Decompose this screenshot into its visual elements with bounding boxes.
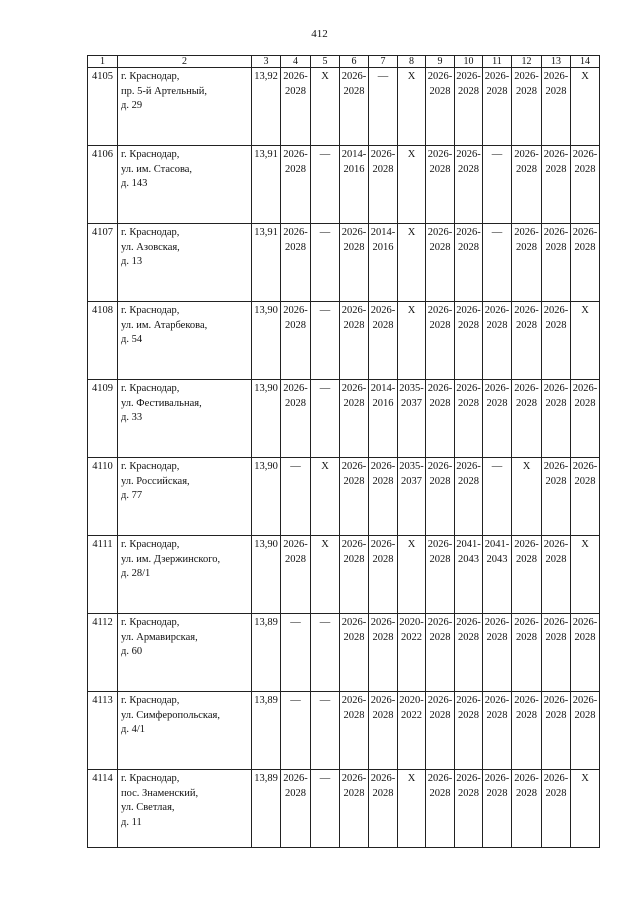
period-cell: 2026- 2028	[512, 692, 542, 770]
value-cell: 13,92	[252, 68, 281, 146]
period-cell: 2026- 2028	[369, 536, 398, 614]
address-line: ул. им. Дзержинского,	[121, 553, 221, 565]
period-cell: 2026- 2028	[281, 770, 311, 848]
table-row	[88, 614, 600, 692]
period-cell: 2026- 2028	[281, 536, 311, 614]
period-cell: 2026- 2028	[455, 692, 483, 770]
period-cell: 2026- 2028	[369, 692, 398, 770]
row-number-cell: 4105	[88, 68, 118, 146]
address-line: д. 29	[121, 100, 143, 111]
period-cell: —	[311, 770, 340, 848]
address-line: д. 143	[121, 178, 148, 189]
period-cell: X	[571, 302, 600, 380]
address-line: пос. Знаменский,	[121, 787, 199, 799]
period-cell: 2026- 2028	[340, 770, 369, 848]
address-line: пр. 5-й Артельный,	[121, 85, 207, 97]
period-cell: 2026- 2028	[426, 770, 455, 848]
period-cell: 2041- 2043	[455, 536, 483, 614]
period-cell: 2026- 2028	[455, 224, 483, 302]
address-line: г. Краснодар,	[121, 149, 180, 160]
period-cell: —	[311, 380, 340, 458]
period-cell: 2026- 2028	[483, 380, 512, 458]
period-cell: 2020- 2022	[398, 614, 426, 692]
period-cell: 2026- 2028	[281, 68, 311, 146]
period-cell: 2026- 2028	[455, 146, 483, 224]
period-cell: X	[398, 224, 426, 302]
period-cell: 2026- 2028	[426, 614, 455, 692]
period-cell: 2026- 2028	[426, 692, 455, 770]
page-number: 412	[311, 28, 328, 40]
address-line: г. Краснодар,	[121, 773, 180, 784]
column-number-cell: 2	[118, 56, 252, 68]
address-cell	[118, 536, 252, 614]
period-cell: 2026- 2028	[512, 770, 542, 848]
value-cell: 13,90	[252, 302, 281, 380]
period-cell: 2026- 2028	[542, 68, 571, 146]
period-cell: 2026- 2028	[340, 458, 369, 536]
period-cell: 2026- 2028	[571, 614, 600, 692]
period-cell: X	[311, 536, 340, 614]
address-cell	[118, 380, 252, 458]
period-cell: 2026- 2028	[369, 302, 398, 380]
table-row	[88, 302, 600, 380]
period-cell: 2026- 2028	[340, 68, 369, 146]
period-cell: 2014- 2016	[369, 224, 398, 302]
period-cell: 2026- 2028	[340, 692, 369, 770]
period-cell: 2026- 2028	[542, 692, 571, 770]
column-number-cell: 9	[426, 56, 455, 68]
period-cell: 2026- 2028	[340, 302, 369, 380]
address-line: г. Краснодар,	[121, 71, 180, 82]
period-cell: —	[311, 614, 340, 692]
address-cell	[118, 770, 252, 848]
period-cell: X	[512, 458, 542, 536]
table-row	[88, 770, 600, 848]
period-cell: —	[311, 302, 340, 380]
period-cell: 2026- 2028	[512, 380, 542, 458]
period-cell: 2026- 2028	[512, 146, 542, 224]
period-cell: —	[369, 68, 398, 146]
period-cell: —	[281, 614, 311, 692]
row-number-cell: 4111	[88, 536, 118, 614]
period-cell: 2026- 2028	[340, 224, 369, 302]
period-cell: 2026- 2028	[426, 302, 455, 380]
period-cell: —	[483, 224, 512, 302]
period-cell: —	[483, 146, 512, 224]
period-cell: 2026- 2028	[281, 302, 311, 380]
period-cell: 2041- 2043	[483, 536, 512, 614]
period-cell: 2026- 2028	[542, 614, 571, 692]
period-cell: 2026- 2028	[542, 458, 571, 536]
period-cell: —	[311, 224, 340, 302]
period-cell: 2026- 2028	[571, 146, 600, 224]
period-cell: X	[398, 536, 426, 614]
address-line: д. 54	[121, 334, 143, 345]
period-cell: X	[571, 68, 600, 146]
period-cell: 2026- 2028	[483, 614, 512, 692]
column-number-cell: 7	[369, 56, 398, 68]
period-cell: X	[398, 770, 426, 848]
value-cell: 13,90	[252, 458, 281, 536]
period-cell: —	[311, 692, 340, 770]
value-cell: 13,89	[252, 692, 281, 770]
value-cell: 13,90	[252, 536, 281, 614]
period-cell: 2026- 2028	[571, 224, 600, 302]
period-cell: 2026- 2028	[455, 380, 483, 458]
column-number-cell: 6	[340, 56, 369, 68]
column-number-cell: 10	[455, 56, 483, 68]
period-cell: 2026- 2028	[542, 302, 571, 380]
address-line: д. 11	[121, 816, 142, 828]
column-number-cell: 5	[311, 56, 340, 68]
address-line: ул. Азовская,	[121, 241, 180, 253]
period-cell: 2026- 2028	[483, 770, 512, 848]
period-cell: 2026- 2028	[571, 458, 600, 536]
address-line: ул. Симферопольская,	[121, 709, 220, 721]
row-number-cell: 4106	[88, 146, 118, 224]
address-line: ул. Российская,	[121, 475, 190, 487]
period-cell: 2026- 2028	[340, 380, 369, 458]
period-cell: 2026- 2028	[483, 302, 512, 380]
period-cell: X	[398, 302, 426, 380]
column-number-cell: 3	[252, 56, 281, 68]
row-number-cell: 4112	[88, 614, 118, 692]
address-line: д. 28/1	[121, 568, 151, 579]
address-cell	[118, 146, 252, 224]
period-cell: 2026- 2028	[369, 458, 398, 536]
table-row	[88, 692, 600, 770]
period-cell: —	[483, 458, 512, 536]
period-cell: X	[571, 536, 600, 614]
period-cell: 2026- 2028	[426, 68, 455, 146]
period-cell: X	[311, 68, 340, 146]
period-cell: 2026- 2028	[571, 692, 600, 770]
period-cell: 2026- 2028	[426, 224, 455, 302]
period-cell: 2020- 2022	[398, 692, 426, 770]
row-number-cell: 4114	[88, 770, 118, 848]
period-cell: 2026- 2028	[281, 224, 311, 302]
period-cell: 2026- 2028	[542, 770, 571, 848]
period-cell: 2026- 2028	[281, 380, 311, 458]
period-cell: 2026- 2028	[369, 770, 398, 848]
period-cell: 2014- 2016	[340, 146, 369, 224]
row-number-cell: 4113	[88, 692, 118, 770]
period-cell: 2026- 2028	[455, 302, 483, 380]
address-cell	[118, 614, 252, 692]
address-line: г. Краснодар,	[121, 695, 180, 706]
column-number-cell: 14	[571, 56, 600, 68]
period-cell: 2026- 2028	[542, 380, 571, 458]
row-number-cell: 4108	[88, 302, 118, 380]
address-line: ул. им. Атарбекова,	[121, 319, 208, 331]
address-line: ул. им. Стасова,	[121, 163, 193, 175]
period-cell: 2026- 2028	[455, 614, 483, 692]
value-cell: 13,90	[252, 380, 281, 458]
address-cell	[118, 692, 252, 770]
address-line: г. Краснодар,	[121, 383, 180, 394]
period-cell: 2014- 2016	[369, 380, 398, 458]
period-cell: —	[281, 692, 311, 770]
period-cell: 2026- 2028	[455, 458, 483, 536]
period-cell: 2026- 2028	[512, 302, 542, 380]
period-cell: 2026- 2028	[340, 614, 369, 692]
period-cell: 2026- 2028	[571, 380, 600, 458]
address-line: г. Краснодар,	[121, 227, 180, 238]
period-cell: X	[398, 68, 426, 146]
value-cell: 13,91	[252, 146, 281, 224]
table-row	[88, 68, 600, 146]
column-number-cell: 12	[512, 56, 542, 68]
repair-schedule-table	[87, 55, 600, 848]
address-line: г. Краснодар,	[121, 305, 180, 316]
value-cell: 13,91	[252, 224, 281, 302]
column-number-cell: 8	[398, 56, 426, 68]
period-cell: —	[281, 458, 311, 536]
address-cell	[118, 68, 252, 146]
column-number-cell: 11	[483, 56, 512, 68]
period-cell: 2026- 2028	[512, 536, 542, 614]
period-cell: 2026- 2028	[426, 536, 455, 614]
period-cell: 2026- 2028	[483, 68, 512, 146]
period-cell: 2035- 2037	[398, 458, 426, 536]
address-line: д. 4/1	[121, 724, 146, 735]
period-cell: 2035- 2037	[398, 380, 426, 458]
table-row	[88, 536, 600, 614]
period-cell: —	[311, 146, 340, 224]
value-cell: 13,89	[252, 770, 281, 848]
table-row	[88, 224, 600, 302]
address-cell	[118, 224, 252, 302]
address-line: д. 33	[121, 412, 143, 423]
address-line: ул. Фестивальная,	[121, 397, 202, 409]
period-cell: 2026- 2028	[542, 224, 571, 302]
period-cell: 2026- 2028	[542, 536, 571, 614]
address-line: г. Краснодар,	[121, 617, 180, 628]
period-cell: 2026- 2028	[426, 146, 455, 224]
row-number-cell: 4110	[88, 458, 118, 536]
address-cell	[118, 458, 252, 536]
period-cell: 2026- 2028	[426, 458, 455, 536]
period-cell: 2026- 2028	[455, 770, 483, 848]
address-line: г. Краснодар,	[121, 461, 180, 472]
period-cell: 2026- 2028	[512, 68, 542, 146]
period-cell: 2026- 2028	[455, 68, 483, 146]
period-cell: 2026- 2028	[542, 146, 571, 224]
table-row	[88, 380, 600, 458]
address-line: д. 77	[121, 490, 143, 501]
period-cell: 2026- 2028	[512, 614, 542, 692]
period-cell: X	[311, 458, 340, 536]
table-row	[88, 458, 600, 536]
row-number-cell: 4107	[88, 224, 118, 302]
address-line: д. 60	[121, 646, 143, 657]
address-line: г. Краснодар,	[121, 539, 180, 550]
address-line: д. 13	[121, 256, 143, 267]
period-cell: 2026- 2028	[369, 146, 398, 224]
period-cell: X	[398, 146, 426, 224]
row-number-cell: 4109	[88, 380, 118, 458]
period-cell: 2026- 2028	[340, 536, 369, 614]
address-line: ул. Светлая,	[121, 802, 175, 813]
period-cell: 2026- 2028	[512, 224, 542, 302]
value-cell: 13,89	[252, 614, 281, 692]
period-cell: 2026- 2028	[281, 146, 311, 224]
table-header-row	[88, 56, 600, 68]
period-cell: X	[571, 770, 600, 848]
address-cell	[118, 302, 252, 380]
column-number-cell: 4	[281, 56, 311, 68]
address-line: ул. Армавирская,	[121, 631, 198, 643]
period-cell: 2026- 2028	[483, 692, 512, 770]
period-cell: 2026- 2028	[369, 614, 398, 692]
period-cell: 2026- 2028	[426, 380, 455, 458]
column-number-cell: 1	[88, 56, 118, 68]
table-row	[88, 146, 600, 224]
column-number-cell: 13	[542, 56, 571, 68]
